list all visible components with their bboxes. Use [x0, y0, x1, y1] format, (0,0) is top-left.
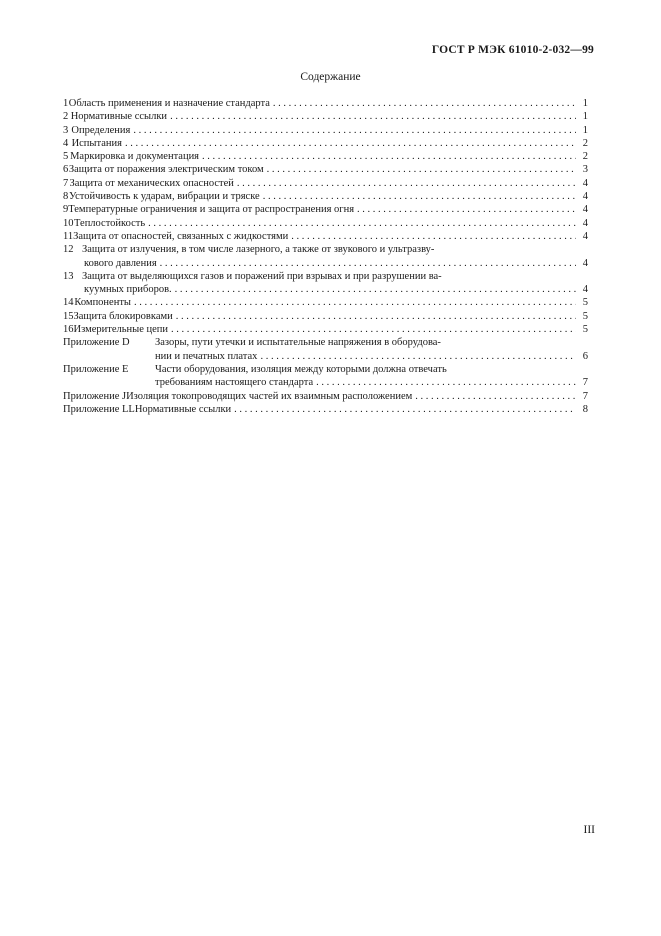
toc-entry-9[interactable]: 9 Температурные ограничения и защита от распространения огня . . . 4: [63, 203, 588, 216]
toc-entry-text: Нормативные ссылки: [134, 403, 232, 415]
toc-entry-page: 4: [582, 217, 588, 229]
document-code-header: ГОСТ Р МЭК 61010-2-032—99: [431, 44, 594, 56]
toc-entry-8[interactable]: 8 Устойчивость к ударам, вибрации и тряске . . . 4: [63, 190, 588, 203]
toc-entry-page: 4: [582, 257, 588, 269]
toc-entry-15[interactable]: 15 Защита блокировками . . . 5: [63, 310, 588, 323]
toc-appendix-d[interactable]: [63, 336, 588, 363]
toc-entry-page: 1: [582, 98, 588, 109]
toc-entry-page: 4: [582, 191, 588, 203]
toc-entry-page: 4: [582, 204, 588, 216]
appendix-label: Приложение LL: [63, 403, 135, 415]
toc-entry-11[interactable]: 11 Защита от опасностей, связанных с жидкостями . . . 4: [63, 230, 588, 243]
toc-entry-text: Части оборудования, изоляция между которыми должна отвечать: [155, 363, 447, 375]
appendix-label: Приложение E: [63, 363, 129, 375]
toc-entry-page: 5: [582, 324, 588, 336]
toc-entry-13[interactable]: 13 Защита от выделяющихся газов и поражений при взрывах и при разрушении ва- куумных приборов. . . . 4: [63, 270, 588, 297]
toc-entry-6[interactable]: 6 Защита от поражения электрическим током . . . 3: [63, 163, 588, 176]
appendix-label: Приложение D: [63, 337, 130, 349]
toc-entry-1[interactable]: 1 Область применения и назначение стандарта . . . 1: [63, 97, 588, 110]
toc-entry-text: Защита от излучения, в том числе лазерного, а также от звукового и ультразву-: [82, 244, 435, 256]
table-of-contents: [63, 97, 588, 416]
toc-entry-page: 5: [582, 297, 588, 309]
toc-entry-text: Защита блокировками: [73, 310, 173, 322]
toc-entry-text-cont: кового давления: [84, 257, 157, 269]
toc-entry-12[interactable]: 12 Защита от излучения, в том числе лазерного, а также от звукового и ультразву- кового давления . . . 4: [63, 243, 588, 270]
toc-entry-text: Компоненты: [74, 297, 131, 309]
toc-entry-text: Измерительные цепи: [73, 324, 169, 336]
toc-title: Содержание: [300, 71, 361, 83]
toc-entry-page: 1: [582, 124, 588, 136]
toc-entry-text: Температурные ограничения и защита от распространения огня: [68, 204, 355, 216]
toc-entry-text: Область применения и назначение стандарта: [68, 98, 270, 109]
toc-entry-text-cont: нии и печатных платах: [155, 350, 258, 362]
toc-entry-page: 4: [582, 284, 588, 296]
toc-appendix-e[interactable]: [63, 363, 588, 390]
toc-entry-page: 2: [582, 151, 588, 163]
toc-entry-2[interactable]: 2 Нормативные ссылки . . . 1: [63, 110, 588, 123]
toc-entry-page: 6: [582, 350, 588, 362]
toc-entry-page: 3: [582, 164, 588, 176]
toc-entry-text: Защита от поражения электрическим током: [68, 164, 264, 176]
toc-entry-text: Определения: [71, 124, 131, 136]
toc-entry-10[interactable]: 10 Теплостойкость . . . 4: [63, 217, 588, 230]
toc-entry-4[interactable]: 4 Испытания . . . 2: [63, 137, 588, 150]
toc-entry-text: Испытания: [71, 137, 122, 149]
toc-entry-page: 7: [582, 390, 588, 402]
toc-entry-5[interactable]: 5 Маркировка и документация . . . 2: [63, 150, 588, 163]
toc-entry-text: Изоляция токопроводящих частей их взаимным расположением: [126, 390, 413, 402]
toc-entry-14[interactable]: 14 Компоненты . . . 5: [63, 296, 588, 309]
toc-entry-page: 8: [582, 403, 588, 415]
toc-entry-7[interactable]: 7 Защита от механических опасностей . . . 4: [63, 177, 588, 190]
toc-entry-text: Защита от опасностей, связанных с жидкостями: [73, 230, 289, 242]
toc-entry-3[interactable]: 3 Определения . . . 1: [63, 124, 588, 137]
toc-entry-text: Защита от механических опасностей: [69, 177, 234, 189]
toc-appendix-j[interactable]: [63, 390, 588, 403]
toc-entry-text: Теплостойкость: [74, 217, 146, 229]
toc-entry-16[interactable]: 16 Измерительные цепи . . . 5: [63, 323, 588, 336]
page-number: III: [583, 824, 595, 836]
toc-entry-text: Защита от выделяющихся газов и поражений при взрывах и при разрушении ва-: [82, 270, 442, 282]
toc-appendix-ll[interactable]: [63, 403, 588, 416]
toc-entry-page: 2: [582, 137, 588, 149]
toc-entry-text: Зазоры, пути утечки и испытательные напряжения в оборудова-: [155, 337, 441, 349]
toc-entry-page: 1: [582, 111, 588, 123]
toc-entry-text: Устойчивость к ударам, вибрации и тряске: [68, 191, 260, 203]
appendix-label: Приложение J: [63, 390, 127, 402]
toc-entry-page: 5: [582, 310, 588, 322]
toc-entry-page: 4: [582, 230, 588, 242]
toc-entry-page: 4: [582, 177, 588, 189]
toc-entry-text-cont: требованиям настоящего стандарта: [155, 377, 314, 389]
toc-entry-text: Нормативные ссылки: [70, 111, 168, 123]
toc-entry-text: Маркировка и документация: [70, 151, 200, 163]
toc-entry-text-cont: куумных приборов.: [84, 284, 172, 296]
toc-entry-page: 7: [582, 377, 588, 389]
